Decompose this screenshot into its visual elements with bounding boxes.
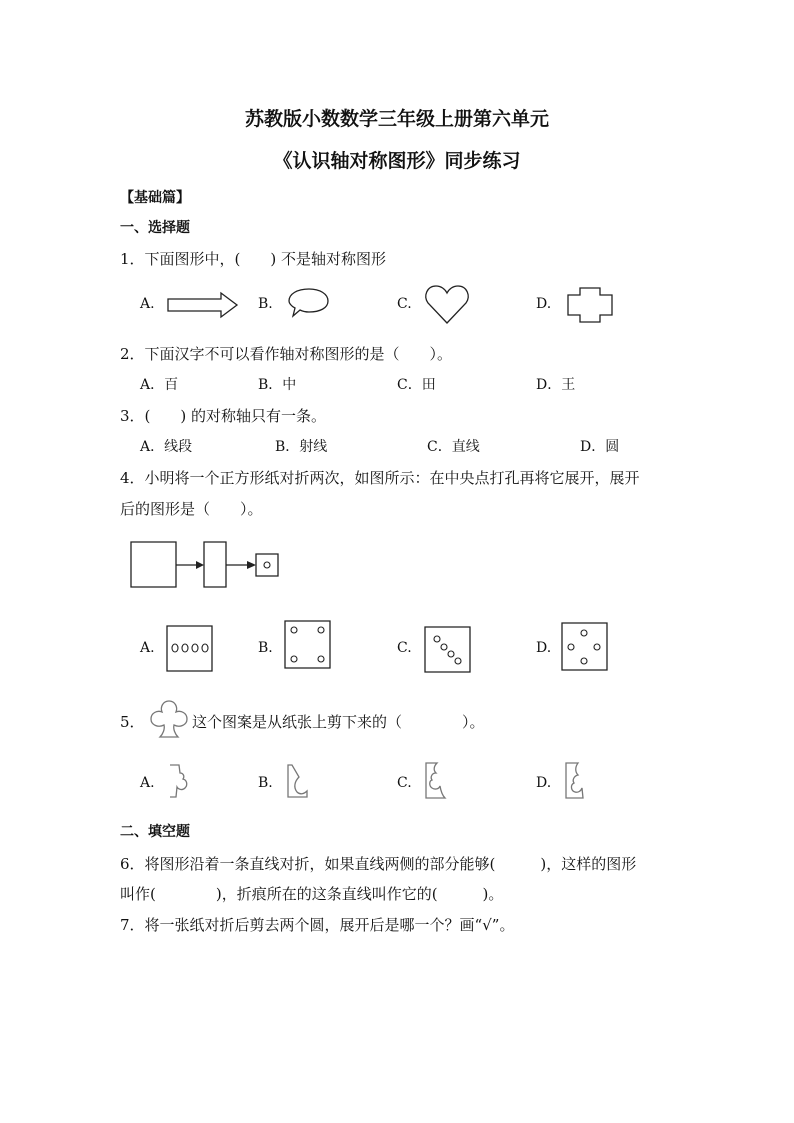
arrow-icon	[167, 291, 239, 319]
q2-option-d: D．王	[536, 377, 576, 393]
q4-option-c-figure	[424, 626, 472, 674]
q4-option-a-figure	[166, 625, 214, 673]
document-title: 苏教版小数数学三年级上册第六单元	[244, 108, 549, 130]
q2-option-c: C．田	[397, 377, 436, 393]
question-4-line1: 4．小明将一个正方形纸对折两次，如图所示：在中央点打孔再将它展开，展开	[120, 469, 640, 487]
q5-label-c: C.	[397, 775, 412, 791]
q4-label-d: D.	[536, 640, 552, 656]
question-2: 2．下面汉字不可以看作轴对称图形的是（ ）。	[120, 345, 453, 363]
q1-label-d: D.	[536, 296, 552, 312]
question-4-line2: 后的图形是（ ）。	[120, 500, 263, 518]
q5-option-c-figure	[423, 761, 449, 803]
q5-label-a: A.	[140, 775, 155, 791]
q1-label-a: A.	[140, 296, 155, 312]
q5-option-a-figure	[167, 763, 191, 803]
q3-option-a: A．线段	[140, 439, 193, 455]
question-1: 1．下面图形中，( ) 不是轴对称图形	[120, 250, 387, 268]
question-6-line2: 叫作( )，折痕所在的这条直线叫作它的( )。	[120, 885, 504, 903]
q5-label-b: B.	[258, 775, 273, 791]
q5-option-b-figure	[285, 763, 311, 803]
club-shape-icon	[148, 698, 190, 742]
q5-option-d-figure	[563, 761, 589, 803]
q4-label-b: B.	[258, 640, 273, 656]
q4-label-c: C.	[397, 640, 412, 656]
section-basic: 【基础篇】	[120, 190, 190, 206]
speech-bubble-icon	[287, 286, 331, 320]
q2-option-a: A．百	[140, 377, 179, 393]
q1-label-b: B.	[258, 296, 273, 312]
heart-icon	[424, 283, 470, 325]
cross-shape-icon	[566, 286, 614, 324]
q3-option-b: B．射线	[275, 439, 328, 455]
document-subtitle: 《认识轴对称图形》同步练习	[273, 150, 521, 172]
question-5-text: 这个图案是从纸张上剪下来的（ ）。	[192, 713, 485, 731]
folding-process-diagram	[130, 540, 282, 590]
q4-option-d-figure	[561, 622, 609, 672]
part-fill-heading: 二、填空题	[120, 824, 190, 840]
q1-label-c: C.	[397, 296, 412, 312]
question-3: 3．( ) 的对称轴只有一条。	[120, 407, 327, 425]
q4-label-a: A.	[140, 640, 155, 656]
question-7: 7．将一张纸对折后剪去两个圆，展开后是哪一个？画“√”。	[120, 916, 515, 934]
q3-option-d: D．圆	[580, 439, 620, 455]
q5-label-d: D.	[536, 775, 552, 791]
q2-option-b: B．中	[258, 377, 297, 393]
question-5-number: 5．	[120, 713, 145, 731]
part-choice-heading: 一、选择题	[120, 220, 190, 236]
q4-option-b-figure	[284, 620, 332, 670]
question-6-line1: 6．将图形沿着一条直线对折，如果直线两侧的部分能够( )，这样的图形	[120, 855, 637, 873]
q3-option-c: C．直线	[427, 439, 480, 455]
